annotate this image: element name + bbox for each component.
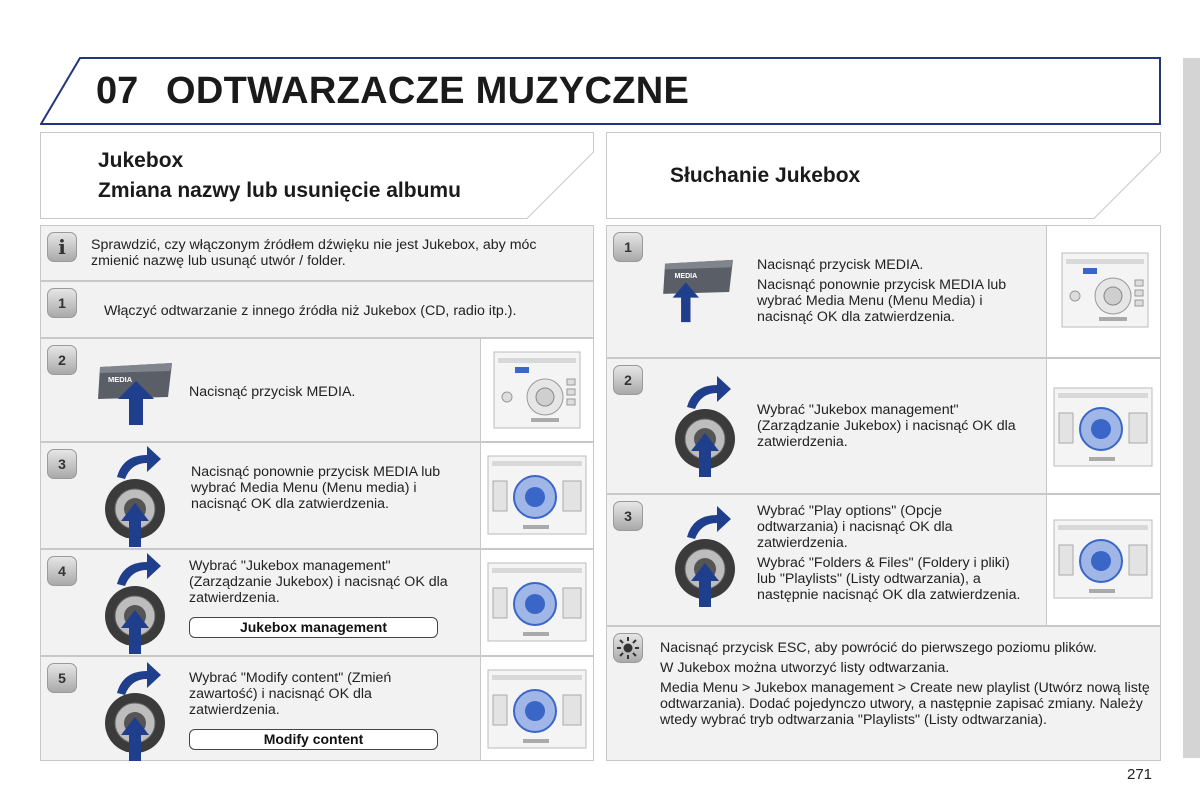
step-text-line2: Nacisnąć ponownie przycisk MEDIA lub wybrać Media Menu (Menu Media) i nacisnąć OK dla zatwierdzenia.	[757, 277, 1007, 325]
info-row	[40, 225, 594, 281]
step-text: Włączyć odtwarzanie z innego źródła niż Jukebox (CD, radio itp.).	[104, 303, 517, 319]
console-thumbnail-cell	[480, 657, 593, 760]
console-thumbnail	[487, 562, 587, 642]
console-thumbnail-cell	[1046, 495, 1160, 625]
modify-content-menu-item[interactable]: Modify content	[189, 729, 438, 750]
console-thumbnail	[487, 455, 587, 535]
left-step-5	[40, 656, 594, 761]
right-section-header	[606, 132, 1161, 219]
rotary-knob-icon	[101, 443, 181, 551]
info-icon: i	[47, 232, 77, 262]
tip-line-1: Nacisnąć przycisk ESC, aby powrócić do pierwszego poziomu plików.	[660, 640, 1097, 656]
console-thumbnail	[487, 669, 587, 749]
media-button-icon	[96, 361, 176, 427]
sun-tip-icon	[613, 633, 643, 663]
step-text: Nacisnąć przycisk MEDIA.	[189, 384, 356, 400]
media-button-icon	[659, 258, 739, 324]
left-section-header	[40, 132, 594, 219]
step-badge: 5	[47, 663, 77, 693]
side-tab	[1183, 58, 1200, 758]
info-text: Sprawdzić, czy włączonym źródłem dźwięku nie jest Jukebox, aby móc zmienić nazwę lub usunąć utwór / folder.	[91, 237, 537, 269]
tip-line-2: W Jukebox można utworzyć listy odtwarzania.	[660, 660, 950, 676]
step-badge: 4	[47, 556, 77, 586]
media-key-label: MEDIA	[674, 272, 698, 280]
console-thumbnail	[1053, 387, 1153, 467]
rotary-knob-icon	[671, 503, 751, 611]
step-badge: 1	[47, 288, 77, 318]
jukebox-management-menu-item[interactable]: Jukebox management	[189, 617, 438, 638]
right-step-1	[606, 225, 1161, 358]
step-badge: 3	[613, 501, 643, 531]
chapter-title: ODTWARZACZE MUZYCZNE	[166, 70, 690, 112]
tip-text	[660, 640, 1150, 728]
step-text: Wybrać "Jukebox management" (Zarządzanie Jukebox) i nacisnąć OK dla zatwierdzenia.	[757, 402, 1016, 450]
right-section-title: Słuchanie Jukebox	[670, 164, 861, 187]
console-thumbnail	[493, 351, 581, 429]
rotary-knob-icon	[101, 657, 181, 765]
console-thumbnail	[1053, 519, 1153, 599]
step-text: Wybrać "Jukebox management" (Zarządzanie Jukebox) i nacisnąć OK dla zatwierdzenia.	[189, 558, 448, 606]
console-thumbnail-cell	[480, 339, 593, 441]
page-number: 271	[1127, 766, 1153, 783]
step-text	[757, 257, 1042, 325]
step-badge: 1	[613, 232, 643, 262]
step-text-line1: Wybrać "Play options" (Opcje odtwarzania) i nacisnąć OK dla zatwierdzenia.	[757, 503, 953, 551]
left-step-2	[40, 338, 594, 442]
step-text: Nacisnąć ponownie przycisk MEDIA lub wybrać Media Menu (Menu media) i nacisnąć OK dla zatwierdzenia.	[191, 464, 441, 512]
left-section-subtitle: Zmiana nazwy lub usunięcie albumu	[98, 179, 461, 202]
right-step-3	[606, 494, 1161, 626]
console-thumbnail-cell	[1046, 226, 1160, 357]
console-thumbnail	[1061, 252, 1149, 328]
step-badge: 2	[613, 365, 643, 395]
chapter-number: 07	[96, 70, 139, 112]
right-step-2	[606, 358, 1161, 494]
rotary-knob-icon	[101, 550, 181, 658]
tip-box	[606, 626, 1161, 761]
step-text: Wybrać "Modify content" (Zmień zawartość) i nacisnąć OK dla zatwierdzenia.	[189, 670, 392, 718]
step-text-line2: Wybrać "Folders & Files" (Foldery i pliki) lub "Playlists" (Listy odtwarzania), a następnie nacisnąć OK dla zatwierdzenia.	[757, 555, 1021, 603]
step-badge: 3	[47, 449, 77, 479]
left-step-1	[40, 281, 594, 338]
step-text-line1: Nacisnąć przycisk MEDIA.	[757, 257, 924, 273]
console-thumbnail-cell	[480, 443, 593, 548]
media-key-label: MEDIA	[108, 375, 133, 384]
step-text	[757, 503, 1022, 603]
left-step-4	[40, 549, 594, 656]
tip-line-3: Media Menu > Jukebox management > Create new playlist (Utwórz nową listę odtwarzania). Dodać pojedynczo utwory, a następnie zapisać zmiany. Należy wtedy wybrać tryb odtwarzania "Playlists" (Listy odtwarzania).	[660, 680, 1150, 728]
rotary-knob-icon	[671, 373, 751, 481]
step-badge: 2	[47, 345, 77, 375]
left-step-3	[40, 442, 594, 549]
console-thumbnail-cell	[1046, 359, 1160, 493]
console-thumbnail-cell	[480, 550, 593, 655]
left-section-title: Jukebox	[98, 149, 184, 172]
